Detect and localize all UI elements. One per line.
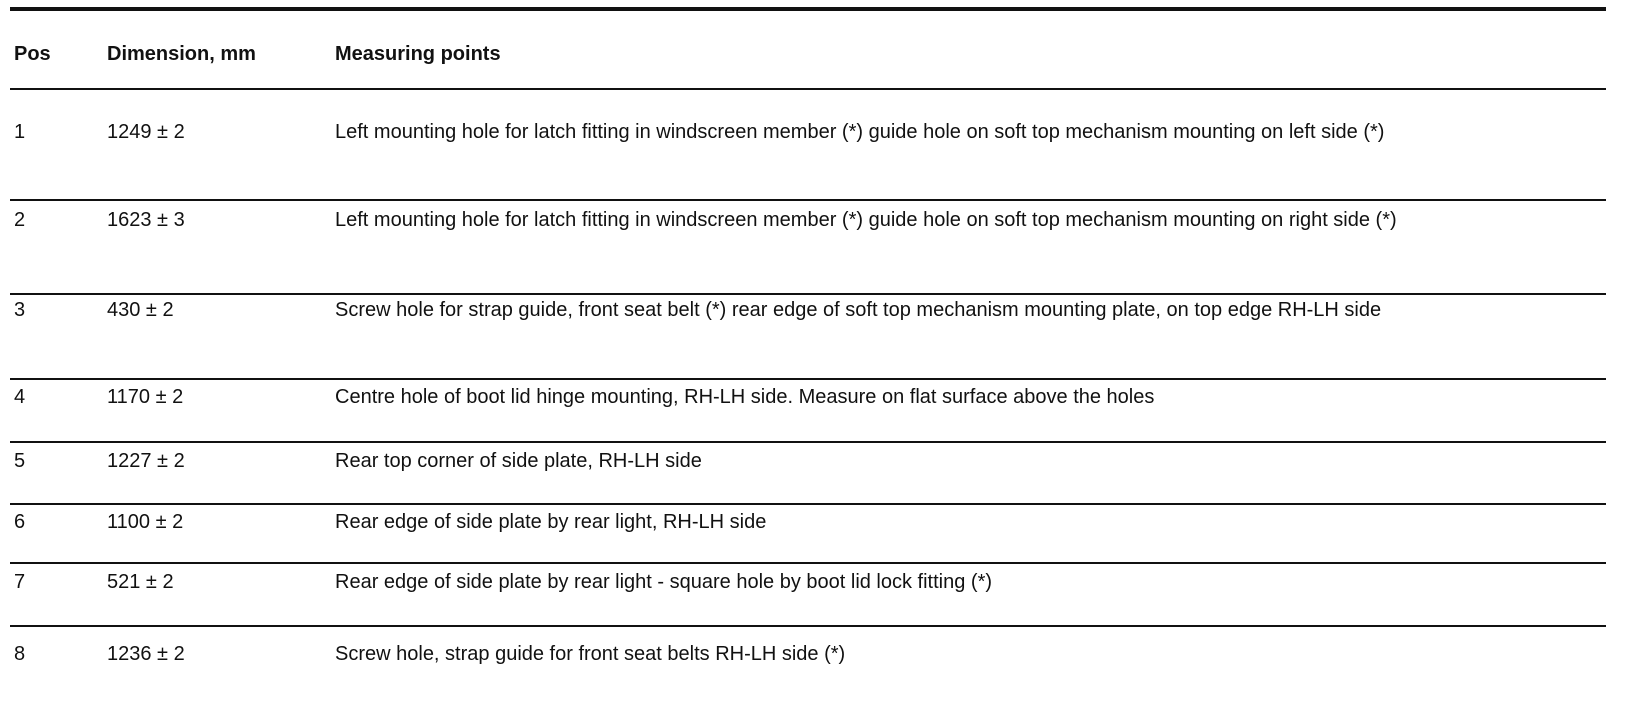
row-rule xyxy=(10,562,1606,564)
row-measuring-points: Rear top corner of side plate, RH-LH side xyxy=(335,450,702,472)
row-measuring-points: Rear edge of side plate by rear light - square hole by boot lid lock fitting (*) xyxy=(335,571,993,593)
row-pos: 1 xyxy=(14,121,26,143)
row-pos: 7 xyxy=(14,571,26,593)
header-dimension: Dimension, mm xyxy=(107,43,256,65)
row-dimension: 1170 ± 2 xyxy=(107,386,184,408)
row-measuring-points: Left mounting hole for latch fitting in windscreen member (*) guide hole on soft top mechanism mounting on left side (*) xyxy=(335,121,1385,143)
row-measuring-points: Centre hole of boot lid hinge mounting, RH-LH side. Measure on flat surface above the holes xyxy=(335,386,1155,408)
row-measuring-points: Screw hole, strap guide for front seat belts RH-LH side (*) xyxy=(335,643,846,665)
row-pos: 6 xyxy=(14,511,26,533)
row-measuring-points: Rear edge of side plate by rear light, RH-LH side xyxy=(335,511,767,533)
table-top-rule xyxy=(10,7,1606,11)
row-rule xyxy=(10,503,1606,505)
row-pos: 5 xyxy=(14,450,26,472)
row-dimension: 1100 ± 2 xyxy=(107,511,184,533)
row-rule xyxy=(10,199,1606,201)
row-rule xyxy=(10,378,1606,380)
row-pos: 3 xyxy=(14,299,26,321)
row-dimension: 430 ± 2 xyxy=(107,299,174,321)
row-pos: 8 xyxy=(14,643,26,665)
row-pos: 4 xyxy=(14,386,26,408)
header-rule xyxy=(10,88,1606,90)
row-dimension: 521 ± 2 xyxy=(107,571,174,593)
row-dimension: 1249 ± 2 xyxy=(107,121,185,143)
row-dimension: 1623 ± 3 xyxy=(107,209,185,231)
row-rule xyxy=(10,441,1606,443)
header-pos: Pos xyxy=(14,43,51,65)
row-rule xyxy=(10,625,1606,627)
row-dimension: 1227 ± 2 xyxy=(107,450,185,472)
row-pos: 2 xyxy=(14,209,26,231)
row-measuring-points: Screw hole for strap guide, front seat belt (*) rear edge of soft top mechanism mounting plate, on top edge RH-LH side xyxy=(335,299,1382,321)
row-rule xyxy=(10,293,1606,295)
row-dimension: 1236 ± 2 xyxy=(107,643,185,665)
row-measuring-points: Left mounting hole for latch fitting in windscreen member (*) guide hole on soft top mechanism mounting on right side (*) xyxy=(335,209,1397,231)
header-measuring-points: Measuring points xyxy=(335,43,501,65)
